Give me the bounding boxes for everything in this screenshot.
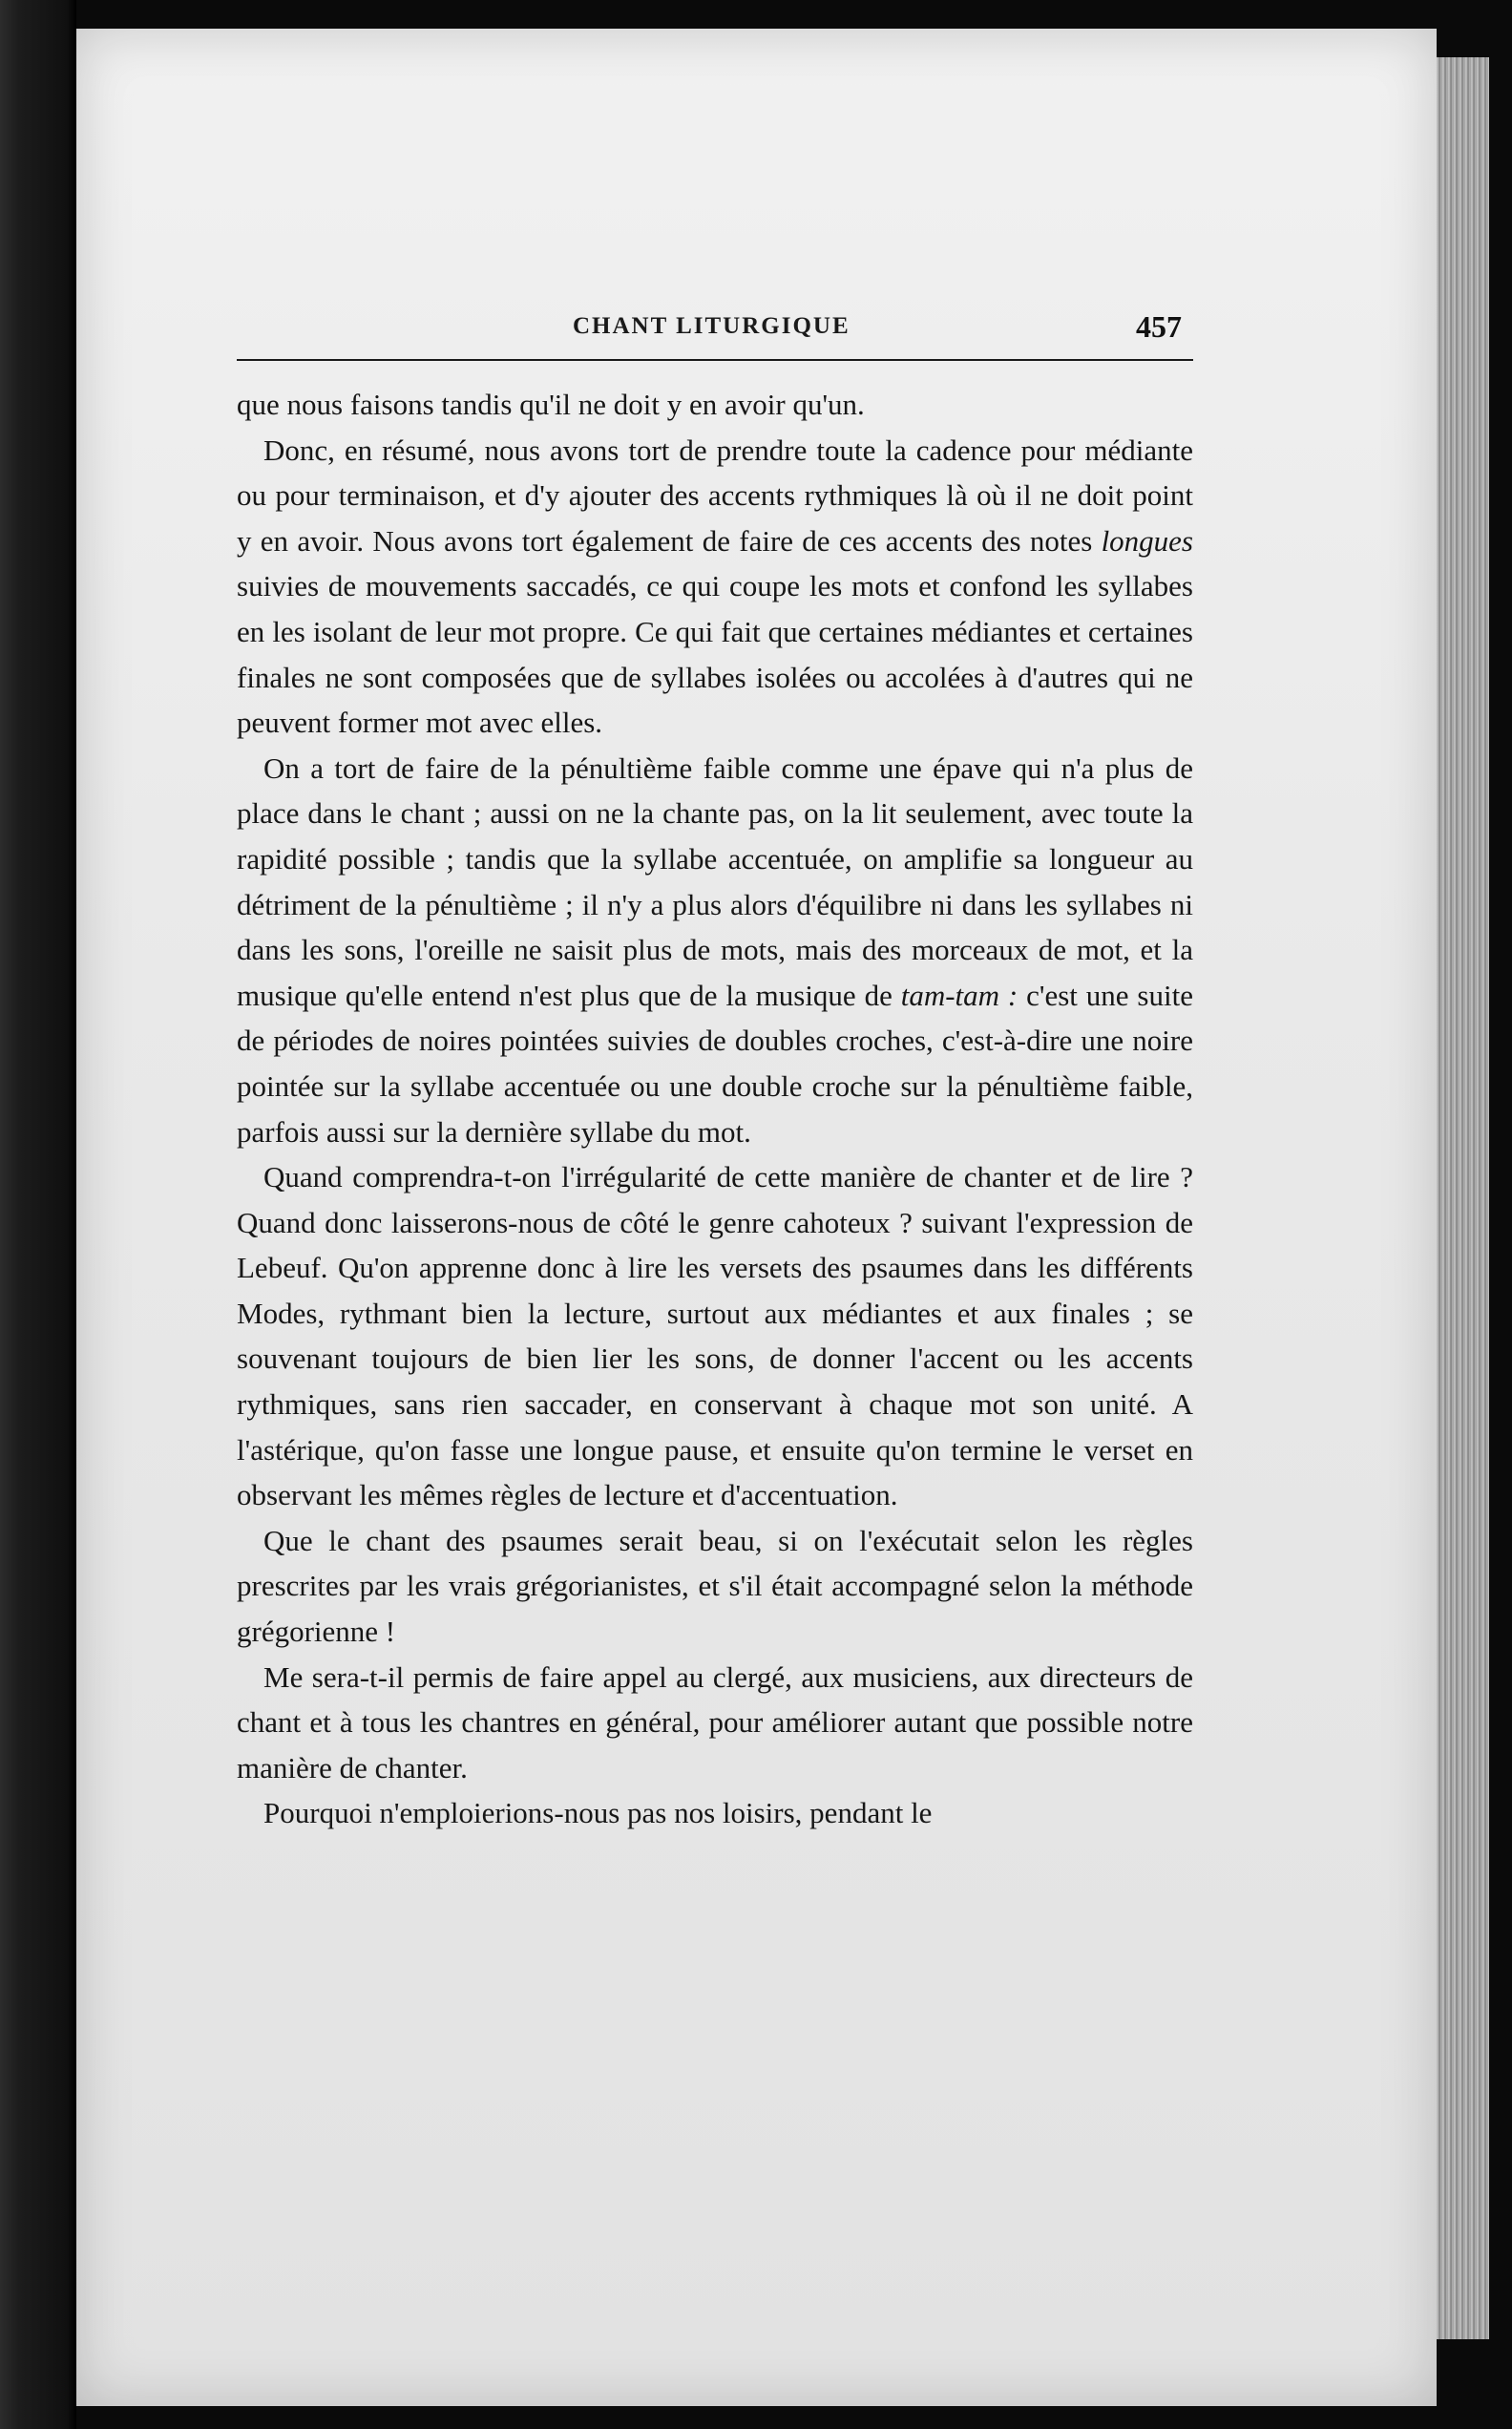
paragraph [237, 1154, 1193, 1518]
paragraph-text: c'est une suite de périodes de noires pointées suivies de doubles croches, c'est-à-dire une noire pointée sur la syllabe accentuée ou une double croche sur la pénultième faible, parfois aussi sur la dernière syllabe du mot. [237, 978, 1193, 1149]
paragraph-text: Pourquoi n'emploierions-nous pas nos loisirs, pendant le [263, 1796, 933, 1830]
scan-left-edge [0, 0, 76, 2429]
running-head [239, 309, 1193, 351]
paragraph-text: suivies de mouvements saccadés, ce qui coupe les mots et confond les syllabes en les isolant de leur mot propre. Ce qui fait que certaines médiantes et certaines finales ne sont composées que de syllabes isolées ou accolées à d'autres qui ne peuvent former mot avec elles. [237, 569, 1193, 740]
paragraph-text: Que le chant des psaumes serait beau, si on l'exécutait selon les règles prescrites par les vrais grégorianistes, et s'il était accompagné selon la méthode grégorienne ! [237, 1523, 1193, 1649]
italic-term: longues [1101, 523, 1193, 558]
paragraph-text: Donc, en résumé, nous avons tort de prendre toute la cadence pour médiante ou pour terminaison, et d'y ajouter des accents rythmiques là où il ne doit point y en avoir. Nous avons tort également de faire de ces accents des notes [237, 433, 1193, 558]
book-page [76, 29, 1437, 2406]
paragraph-text: On a tort de faire de la pénultième faible comme une épave qui n'a plus de place dans le chant ; aussi on ne la chante pas, on la lit seulement, avec toute la rapidité possible ; tandis que la syllabe accentuée, on amplifie sa longueur au détriment de la pénultième ; il n'y a plus alors d'équilibre ni dans les syllabes ni dans les sons, l'oreille ne saisit plus de mots, mais des morceaux de mot, et la musique qu'elle entend n'est plus que de la musique de [237, 750, 1193, 1012]
paragraph-text: Quand comprendra-t-on l'irrégularité de cette manière de chanter et de lire ? Quand donc laisserons-nous de côté le genre cahoteux ? suivant l'expression de Lebeuf. Qu'on apprenne donc à lire les versets des psaumes dans les différents Modes, rythmant bien la lecture, surtout aux médiantes et aux finales ; se souvenant toujours de bien lier les sons, de donner l'accent ou les accents rythmiques, sans rien saccader, en conservant à chaque mot son unité. A l'astérique, qu'on fasse une longue pause, et ensuite qu'on termine le verset en observant les mêmes règles de lecture et d'accentuation. [237, 1160, 1193, 1512]
italic-term: tam-tam : [900, 978, 1018, 1012]
paragraph [237, 746, 1193, 1154]
paragraph-continued [237, 382, 1193, 428]
running-title: CHANT LITURGIQUE [573, 313, 850, 339]
header-rule [237, 359, 1193, 361]
paragraph [237, 1518, 1193, 1655]
page-number: 457 [1136, 309, 1182, 344]
paragraph [237, 1655, 1193, 1791]
body-text [237, 382, 1193, 1836]
paragraph-text: Me sera-t-il permis de faire appel au clergé, aux musiciens, aux directeurs de chant et à tous les chantres en général, pour améliorer autant que possible notre manière de chanter. [237, 1659, 1193, 1785]
paragraph-text: que nous faisons tandis qu'il ne doit y en avoir qu'un. [237, 388, 865, 421]
paragraph [237, 1790, 1193, 1836]
paragraph [237, 428, 1193, 746]
